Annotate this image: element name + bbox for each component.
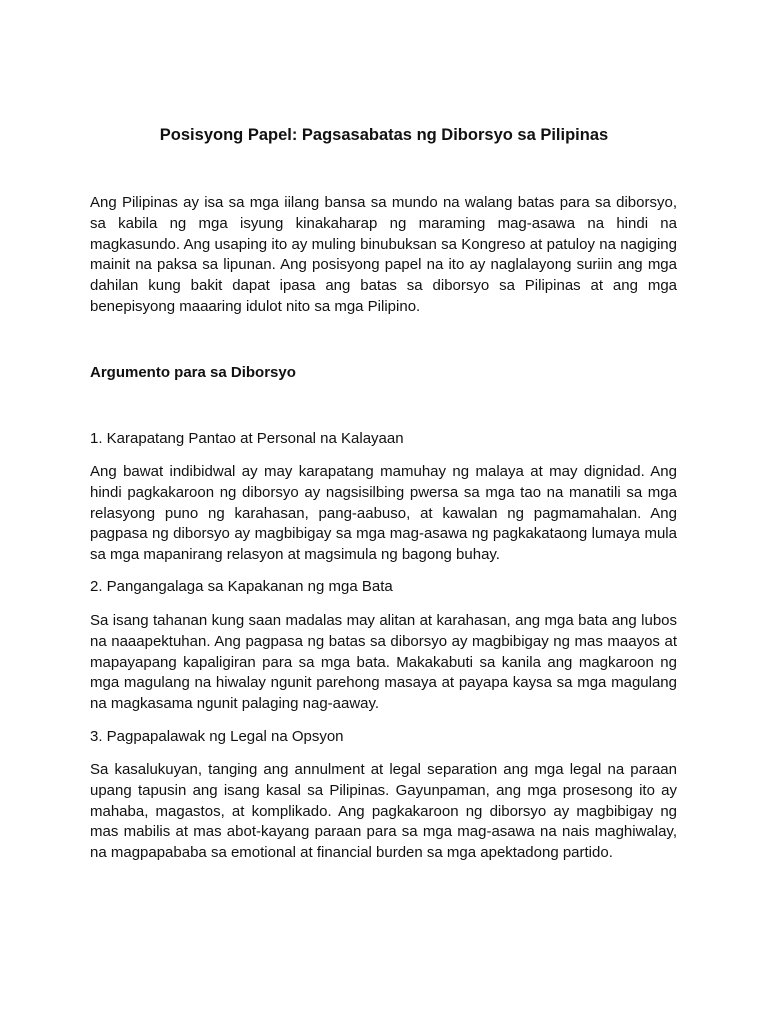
argument-3-body: Sa kasalukuyan, tanging ang annulment at legal separation ang mga legal na paraan upang tapusin ang isang kasal sa Pilipinas. Gayunpaman, ang mga prosesong ito ay mahaba, magastos, at komplikado. Ang pagkakaroon ng diborsyo ay magbibigay ng mas mabilis at mas abot-kayang paraan para sa mga mag-asawa na nais maghiwalay, na magpapababa sa emotional at financial burden sa mga apektadong partido. xyxy=(90,761,677,862)
argument-2-body: Sa isang tahanan kung saan madalas may alitan at karahasan, ang mga bata ang lubos na naaapektuhan. Ang pagpasa ng batas sa diborsyo ay magbibigay ng mas maayos at mapayapang kapaligiran para sa mga bata. Makakabuti sa kanila ang magkaroon ng mga magulang na hiwalay ngunit parehong masaya at payapa kaysa sa mga magulang na magkasama ngunit palaging nag-aaway. xyxy=(90,612,677,713)
argument-3-heading: 3. Pagpapalawak ng Legal na Opsyon xyxy=(90,728,344,745)
section-heading: Argumento para sa Diborsyo xyxy=(90,364,296,381)
intro-paragraph: Ang Pilipinas ay isa sa mga iilang bansa sa mundo na walang batas para sa diborsyo, sa kabila ng mga isyung kinakaharap ng maraming mag-asawa na hindi na magkasundo. Ang usaping ito ay muling binubuksan sa Kongreso at patuloy na nagiging mainit na paksa sa lipunan. Ang posisyong papel na ito ay naglalayong suriin ang mga dahilan kung bakit dapat ipasa ang batas sa diborsyo sa Pilipinas at ang mga benepisyong maaaring idulot nito sa mga Pilipino. xyxy=(90,194,677,315)
document-title: Posisyong Papel: Pagsasabatas ng Diborsyo sa Pilipinas xyxy=(159,126,609,144)
argument-2-heading: 2. Pangangalaga sa Kapakanan ng mga Bata xyxy=(90,578,393,595)
argument-1-heading: 1. Karapatang Pantao at Personal na Kalayaan xyxy=(90,430,404,447)
argument-1-body: Ang bawat indibidwal ay may karapatang mamuhay ng malaya at may dignidad. Ang hindi pagkakaroon ng diborsyo ay nagsisilbing pwersa sa mga tao na manatili sa mga relasyong puno ng karahasan, pang-aabuso, at kawalan ng pagmamahalan. Ang pagpasa ng diborsyo ay magbibigay sa mga mag-asawa ng pagkakataong lumaya mula sa mga mapanirang relasyon at magsimula ng bagong buhay. xyxy=(90,463,677,564)
